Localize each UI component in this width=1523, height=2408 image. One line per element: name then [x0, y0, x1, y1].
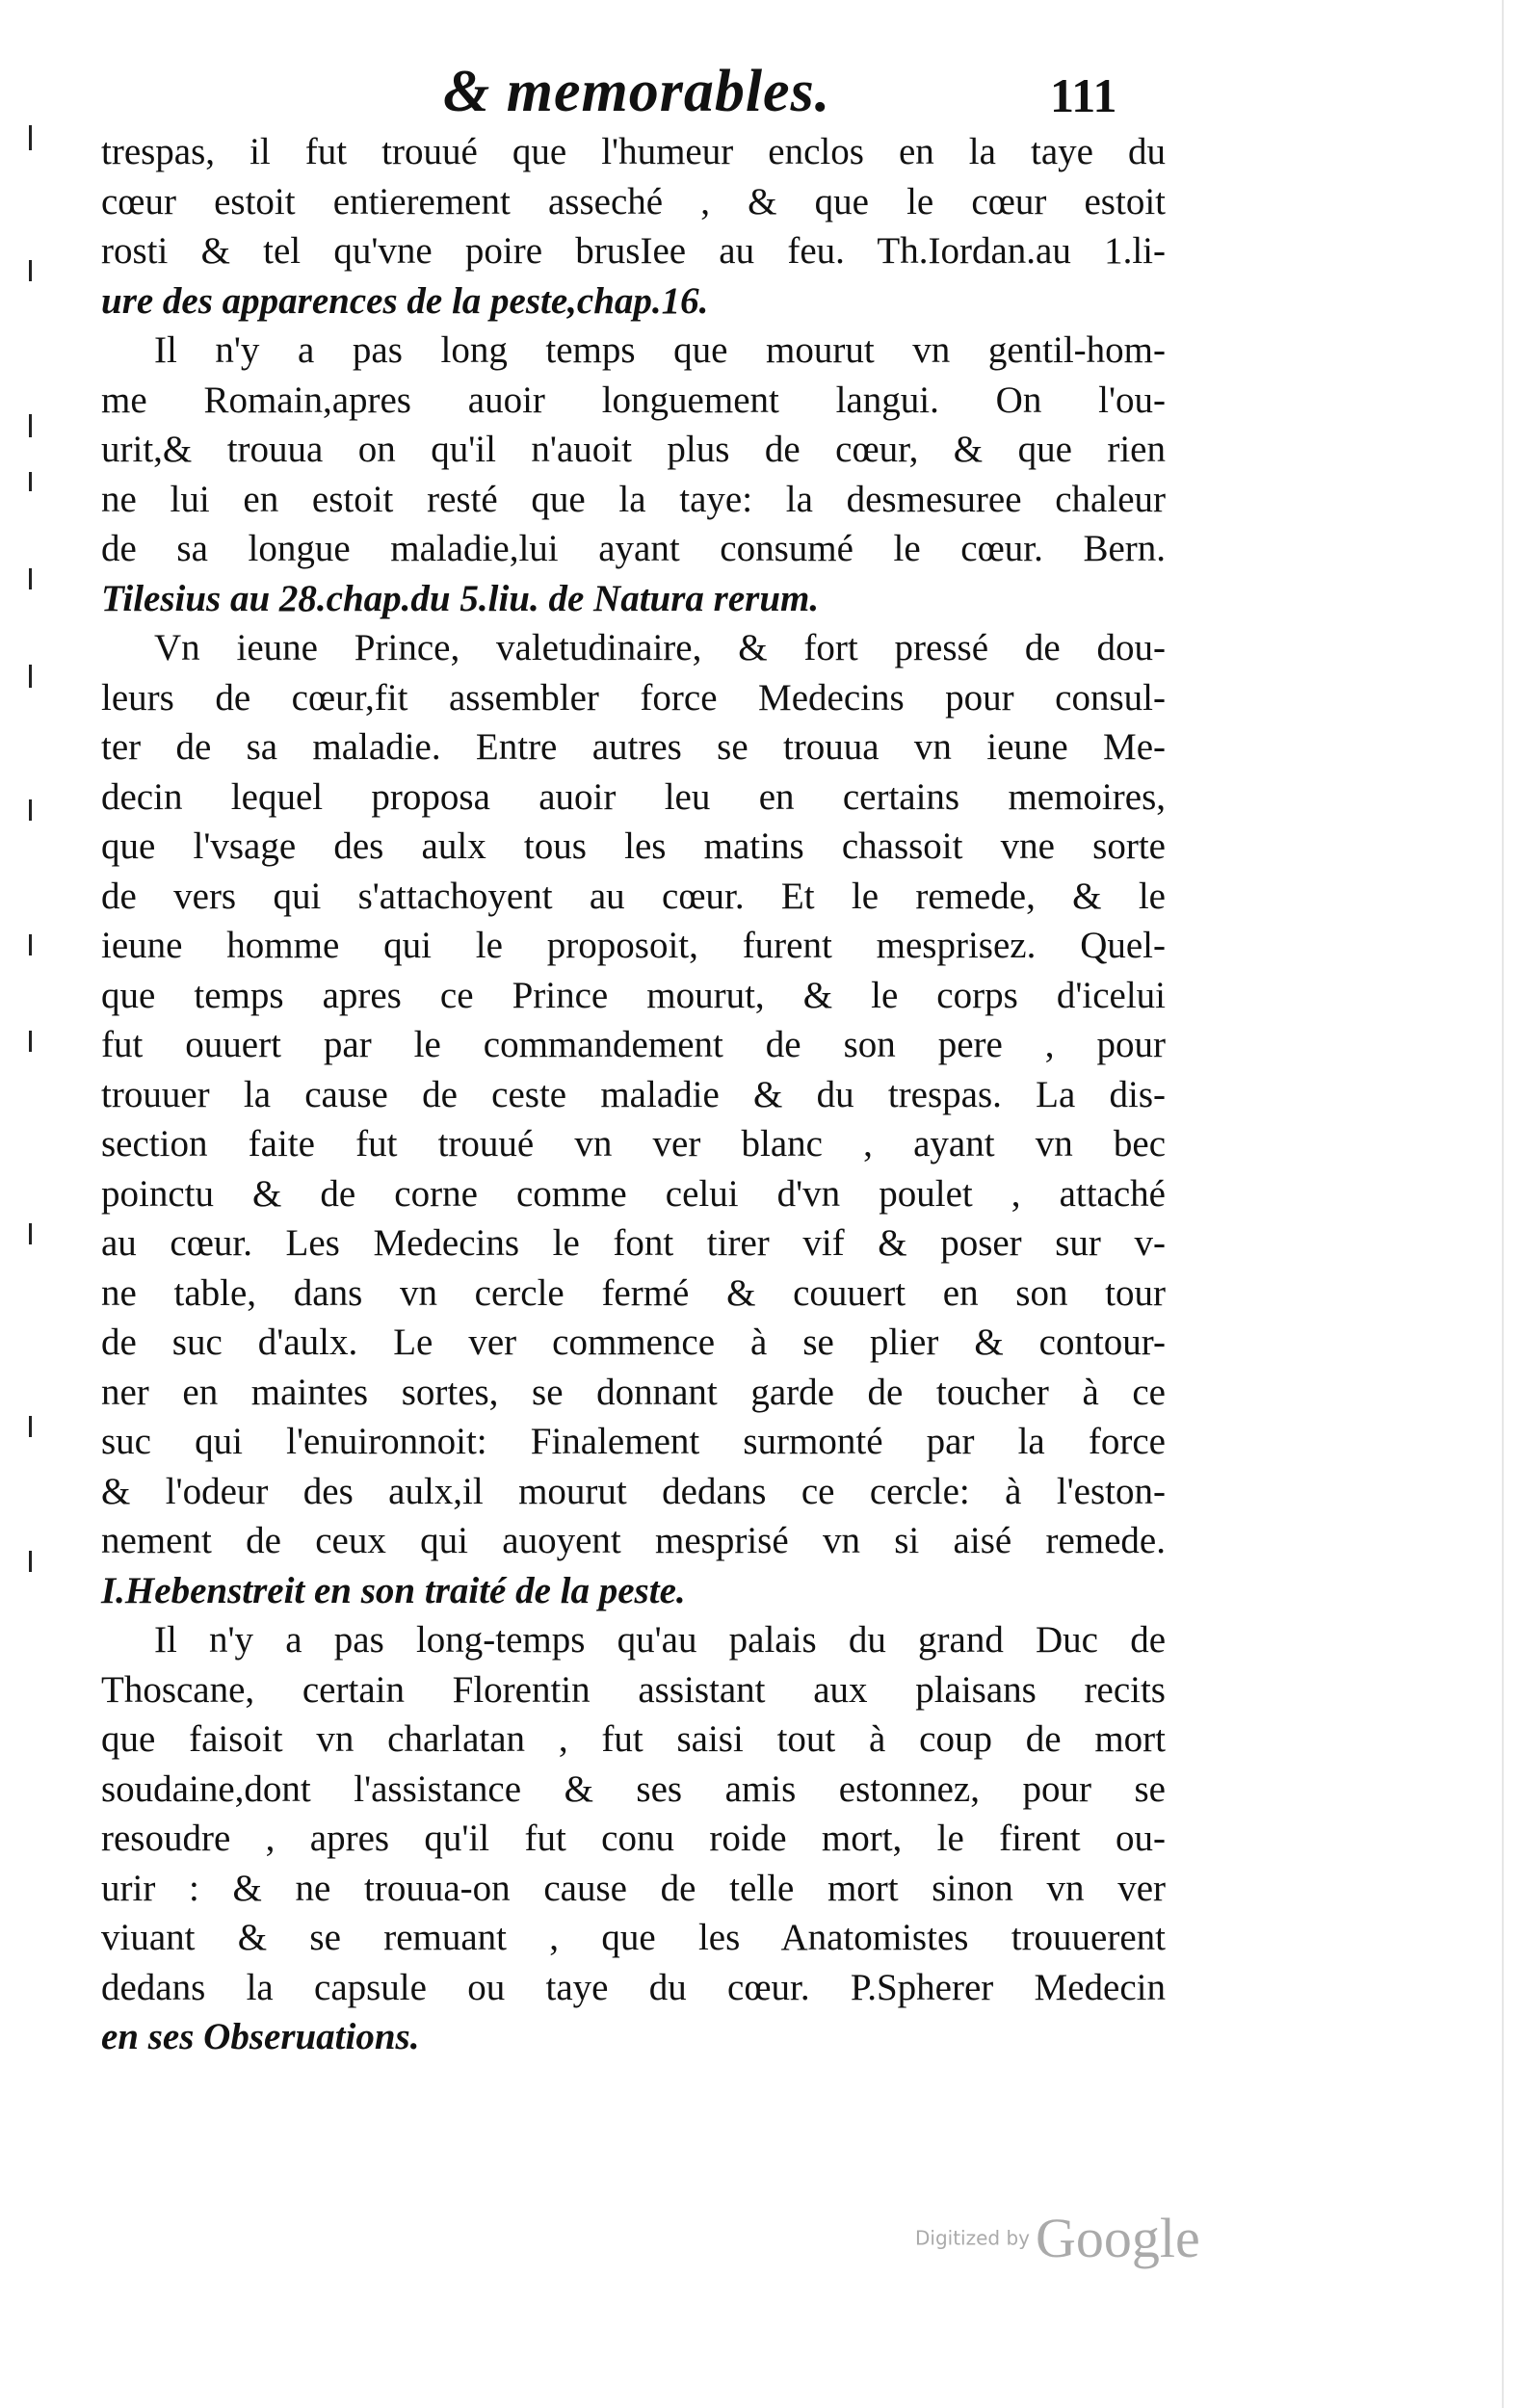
- text-line: de suc d'aulx. Le ver commence à se plier & contour-: [101, 1322, 1166, 1363]
- text-line: poinctu & de corne comme celui d'vn poulet , attaché: [101, 1172, 1166, 1215]
- citation-line: en ses Obseruations.: [101, 2016, 420, 2057]
- page-edge-rule: [1502, 0, 1504, 2408]
- paragraph-2: [101, 326, 1166, 623]
- text-line: Il n'y a pas long temps que mourut vn gentil-hom-: [154, 329, 1166, 371]
- text-line: urir : & ne trouua-on cause de telle mort sinon vn ver: [101, 1867, 1166, 1909]
- page-number: 111: [1050, 68, 1117, 122]
- text-line: Thoscane, certain Florentin assistant aux plaisans recits: [101, 1668, 1166, 1711]
- text-line: de sa longue maladie,lui ayant consumé le cœur. Bern.: [101, 528, 1166, 569]
- paragraph-3: [101, 623, 1166, 1615]
- margin-marks: [29, 125, 67, 1666]
- text-line: section faite fut trouué vn ver blanc , ayant vn bec: [101, 1123, 1166, 1165]
- text-line: au cœur. Les Medecins le font tirer vif & poser sur v-: [101, 1222, 1166, 1264]
- text-line: soudaine,dont l'assistance & ses amis estonnez, pour se: [101, 1767, 1166, 1810]
- paragraph-1: [101, 127, 1166, 326]
- text-line: viuant & se remuant , que les Anatomistes trouuerent: [101, 1917, 1166, 1958]
- paragraph-4: [101, 1615, 1166, 2062]
- text-line: cœur estoit entierement asseché , & que le cœur estoit: [101, 180, 1166, 222]
- text-line: que temps apres ce Prince mourut, & le corps d'icelui: [101, 974, 1166, 1016]
- text-line: ter de sa maladie. Entre autres se trouua vn ieune Me-: [101, 726, 1166, 768]
- running-head: & memorables.: [443, 59, 831, 124]
- text-line: que l'vsage des aulx tous les matins chassoit vne sorte: [101, 825, 1166, 867]
- text-line: fut ouuert par le commandement de son pere , pour: [101, 1024, 1166, 1065]
- text-line: trespas, il fut trouué que l'humeur enclos en la taye du: [101, 131, 1166, 172]
- text-line: trouuer la cause de ceste maladie & du trespas. La dis-: [101, 1073, 1166, 1115]
- text-line: ne table, dans vn cercle fermé & couuert en son tour: [101, 1271, 1166, 1314]
- google-logo: Google: [1036, 2207, 1200, 2269]
- text-line: suc qui l'enuironnoit: Finalement surmonté par la force: [101, 1421, 1166, 1462]
- digitization-watermark: [915, 2206, 1200, 2270]
- text-line: Il n'y a pas long-temps qu'au palais du grand Duc de: [154, 1619, 1166, 1661]
- text-line: de vers qui s'attachoyent au cœur. Et le remede, & le: [101, 875, 1166, 917]
- watermark-prefix: Digitized by: [915, 2226, 1030, 2250]
- text-line: me Romain,apres auoir longuement langui. On l'ou-: [101, 379, 1166, 421]
- text-line: que faisoit vn charlatan , fut saisi tout à coup de mort: [101, 1718, 1166, 1760]
- citation-line: I.Hebenstreit en son traité de la peste.: [101, 1569, 686, 1611]
- text-line: ieune homme qui le proposoit, furent mesprisez. Quel-: [101, 925, 1166, 966]
- text-line: nement de ceux qui auoyent mesprisé vn si aisé remede.: [101, 1520, 1166, 1561]
- text-line: ne lui en estoit resté que la taye: la desmesuree chaleur: [101, 478, 1166, 520]
- text-line: leurs de cœur,fit assembler force Medecins pour consul-: [101, 676, 1166, 719]
- text-line: & l'odeur des aulx,il mourut dedans ce cercle: à l'eston-: [101, 1470, 1166, 1512]
- text-line: resoudre , apres qu'il fut conu roide mort, le firent ou-: [101, 1818, 1166, 1859]
- text-line: rosti & tel qu'vne poire brusIee au feu. Th.Iordan.au 1.li-: [101, 230, 1166, 272]
- text-line: Vn ieune Prince, valetudinaire, & fort pressé de dou-: [154, 627, 1166, 668]
- text-line: dedans la capsule ou taye du cœur. P.Spherer Medecin: [101, 1966, 1166, 2008]
- body-text: [101, 127, 1166, 2062]
- text-line: ner en maintes sortes, se donnant garde de toucher à ce: [101, 1371, 1166, 1413]
- text-line: decin lequel proposa auoir leu en certains memoires,: [101, 775, 1166, 818]
- text-line: urit,& trouua on qu'il n'auoit plus de cœur, & que rien: [101, 429, 1166, 470]
- citation-line: ure des apparences de la peste,chap.16.: [101, 279, 709, 322]
- citation-line: Tilesius au 28.chap.du 5.liu. de Natura rerum.: [101, 577, 820, 619]
